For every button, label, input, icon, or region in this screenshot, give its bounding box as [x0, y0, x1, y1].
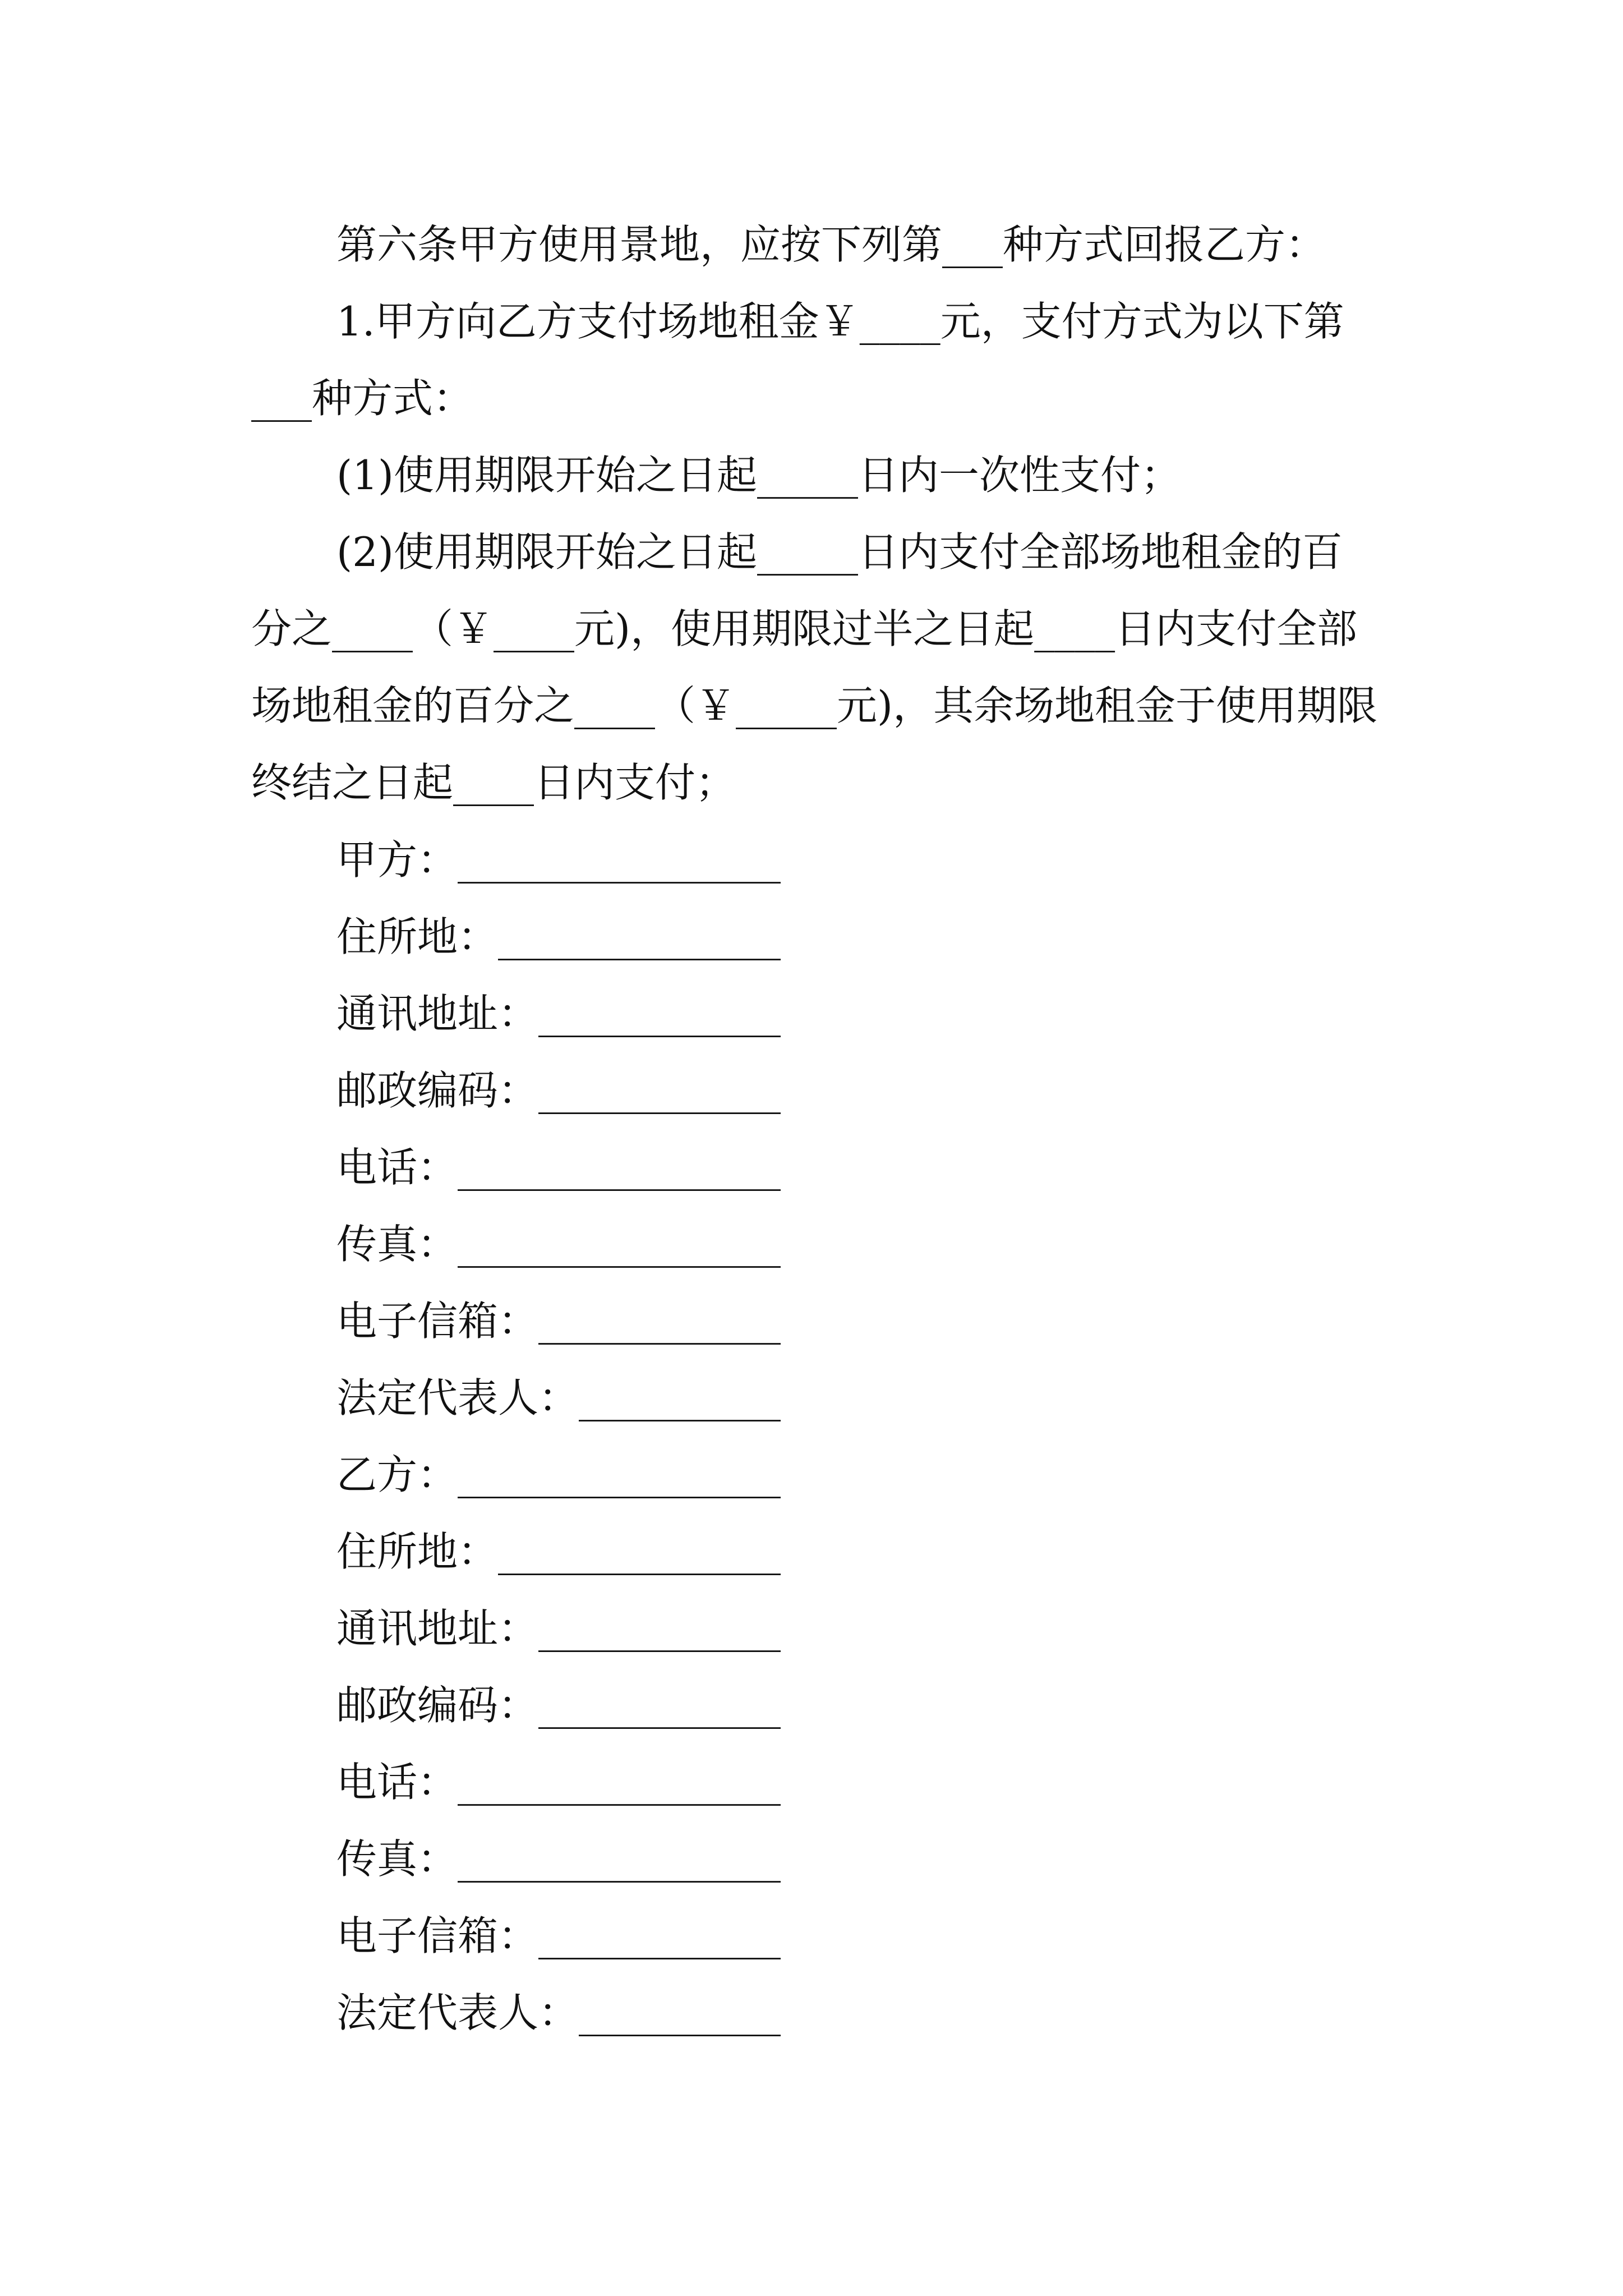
- field-blank: ____________: [538, 1297, 781, 1345]
- party-b-address-row: [336, 1590, 1122, 1667]
- party-a-legal-rep-row: [336, 1360, 1122, 1437]
- field-label: 传真：: [336, 1835, 458, 1883]
- field-label: 甲方：: [336, 836, 458, 884]
- field-blank: ________________: [458, 836, 781, 884]
- party-a-name-row: [336, 822, 1122, 899]
- party-a-address-row: [336, 976, 1122, 1052]
- field-label: 电子信箱：: [336, 1297, 539, 1345]
- clause-option-1: (1)使用期限开始之日起_____日内一次性支付；: [336, 452, 1181, 499]
- party-b-legal-rep-row: [336, 1975, 1122, 2051]
- party-b-email-row: [336, 1898, 1122, 1975]
- field-label: 法定代表人：: [336, 1989, 579, 2036]
- party-b-fax-row: [336, 1821, 1122, 1898]
- field-blank: __________: [579, 1989, 781, 2036]
- field-label: 邮政编码：: [336, 1067, 539, 1114]
- clause-6-heading: 第六条甲方使用景地，应按下列第___种方式回报乙方：: [336, 221, 1326, 268]
- field-label: 住所地：: [336, 1528, 499, 1575]
- party-a-postcode-row: [336, 1052, 1122, 1129]
- field-blank: ________________: [458, 1144, 781, 1191]
- field-blank: ____________: [538, 1067, 781, 1114]
- field-blank: ____________: [538, 990, 781, 1037]
- field-blank: ________________: [458, 1221, 781, 1268]
- field-label: 法定代表人：: [336, 1374, 579, 1421]
- field-blank: ________________: [458, 1759, 781, 1806]
- party-a-fax-row: [336, 1206, 1122, 1283]
- field-label: 住所地：: [336, 913, 499, 960]
- field-blank: __________: [579, 1374, 781, 1421]
- party-b-postcode-row: [336, 1667, 1122, 1744]
- field-label: 通讯地址：: [336, 1605, 539, 1652]
- field-blank: ____________: [538, 1605, 781, 1652]
- field-label: 传真：: [336, 1221, 458, 1268]
- field-blank: ____________: [538, 1682, 781, 1729]
- field-label: 乙方：: [336, 1451, 458, 1498]
- clause-rent-payment: 1.甲方向乙方支付场地租金￥____元，支付方式为以下第___种方式：: [251, 298, 1344, 422]
- field-label: 通讯地址：: [336, 990, 539, 1037]
- contract-clauses: [251, 206, 1378, 821]
- party-a-residence-row: [336, 899, 1122, 976]
- field-label: 电话：: [336, 1759, 458, 1806]
- signature-fields: [336, 822, 1122, 2051]
- party-b-phone-row: [336, 1744, 1122, 1821]
- field-blank: ______________: [498, 913, 781, 960]
- field-label: 邮政编码：: [336, 1682, 539, 1729]
- field-blank: ______________: [498, 1528, 781, 1575]
- field-blank: ________________: [458, 1451, 781, 1498]
- party-b-name-row: [336, 1437, 1122, 1513]
- field-blank: ____________: [538, 1912, 781, 1959]
- field-label: 电子信箱：: [336, 1912, 539, 1959]
- party-b-residence-row: [336, 1513, 1122, 1590]
- field-label: 电话：: [336, 1144, 458, 1191]
- field-blank: ________________: [458, 1835, 781, 1883]
- party-a-phone-row: [336, 1129, 1122, 1206]
- clause-option-2: (2)使用期限开始之日起_____日内支付全部场地租金的百分之____（￥____元)，使用期限过半之日起____日内支付全部场地租金的百分之____（￥_____元)，其余场地租金于使用期限终结之日起____日内支付；: [251, 528, 1378, 806]
- party-a-email-row: [336, 1283, 1122, 1360]
